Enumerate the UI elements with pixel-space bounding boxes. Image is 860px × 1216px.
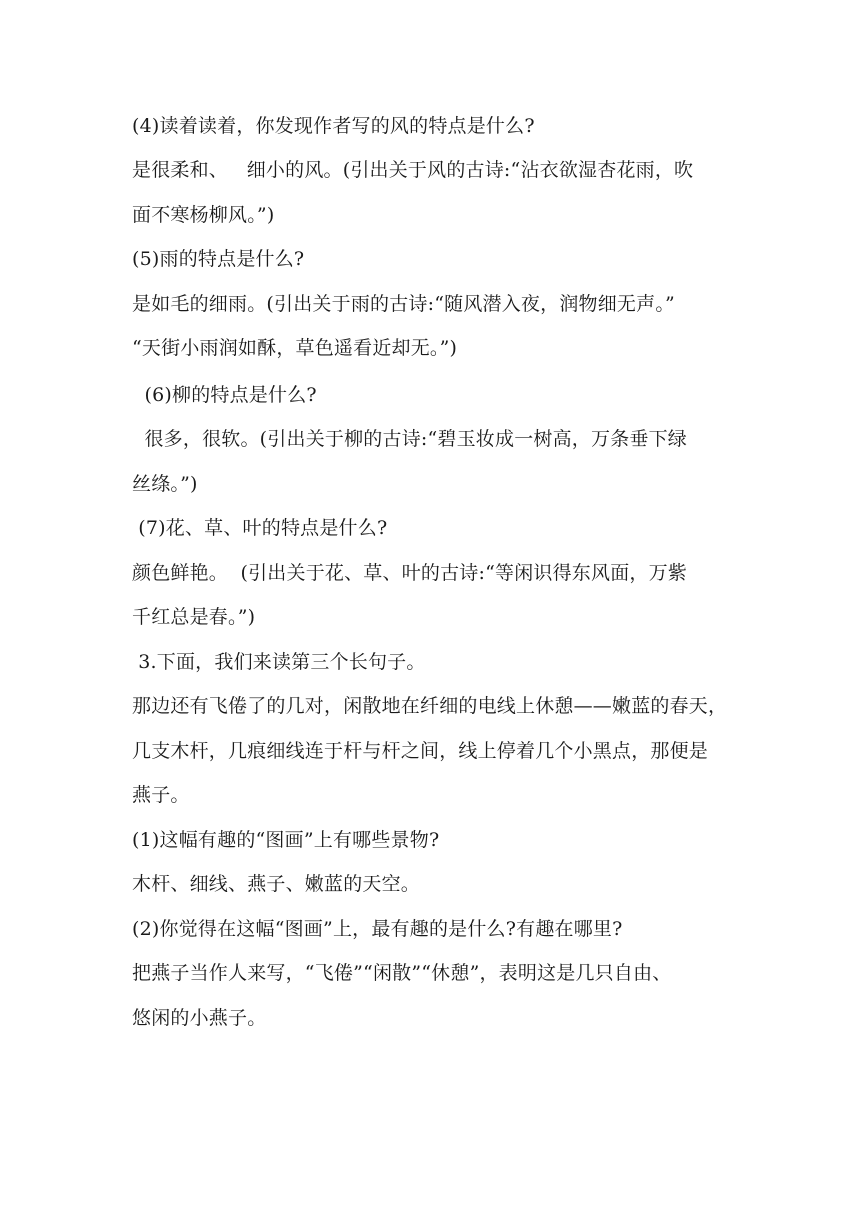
answer-5-line-2: “天街小雨润如酥，草色遥看近却无。”)	[132, 337, 458, 359]
question-4-wind: (4)读着读着，你发现作者写的风的特点是什么?	[132, 115, 535, 137]
answer-2-line-2: 悠闲的小燕子。	[132, 1007, 267, 1029]
answer-6-line-1: 很多，很软。(引出关于柳的古诗:“碧玉妆成一树高，万条垂下绿	[132, 428, 688, 450]
question-5-rain: (5)雨的特点是什么?	[132, 248, 305, 270]
long-sentence-line-2: 几支木杆，几痕细线连于杆与杆之间，线上停着几个小黑点，那便是	[132, 740, 709, 762]
section-3-heading: 3.下面，我们来读第三个长句子。	[132, 651, 426, 673]
long-sentence-line-1: 那边还有飞倦了的几对，闲散地在纤细的电线上休憩——嫩蓝的春天，	[132, 695, 728, 717]
long-sentence-line-3: 燕子。	[132, 784, 190, 806]
answer-4-line-1: 是很柔和、 细小的风。(引出关于风的古诗:“沾衣欲湿杏花雨，吹	[132, 159, 694, 181]
answer-4-line-2: 面不寒杨柳风。”)	[132, 204, 275, 226]
question-7-flowers: (7)花、草、叶的特点是什么?	[132, 517, 388, 539]
answer-6-line-2: 丝绦。”)	[132, 473, 198, 495]
answer-5-line-1: 是如毛的细雨。(引出关于雨的古诗:“随风潜入夜，润物细无声。”	[132, 293, 675, 315]
question-2-interesting: (2)你觉得在这幅“图画”上，最有趣的是什么?有趣在哪里?	[132, 918, 623, 940]
question-6-willow: (6)柳的特点是什么?	[132, 384, 317, 406]
answer-2-line-1: 把燕子当作人来写，“飞倦”“闲散”“休憩”，表明这是几只自由、	[132, 962, 672, 984]
question-1-scenery: (1)这幅有趣的“图画”上有哪些景物?	[132, 829, 440, 851]
answer-1-scenery: 木杆、细线、燕子、嫩蓝的天空。	[132, 873, 421, 895]
answer-7-line-1: 颜色鲜艳。 (引出关于花、草、叶的古诗:“等闲识得东风面，万紫	[132, 562, 688, 584]
answer-7-line-2: 千红总是春。”)	[132, 606, 256, 628]
